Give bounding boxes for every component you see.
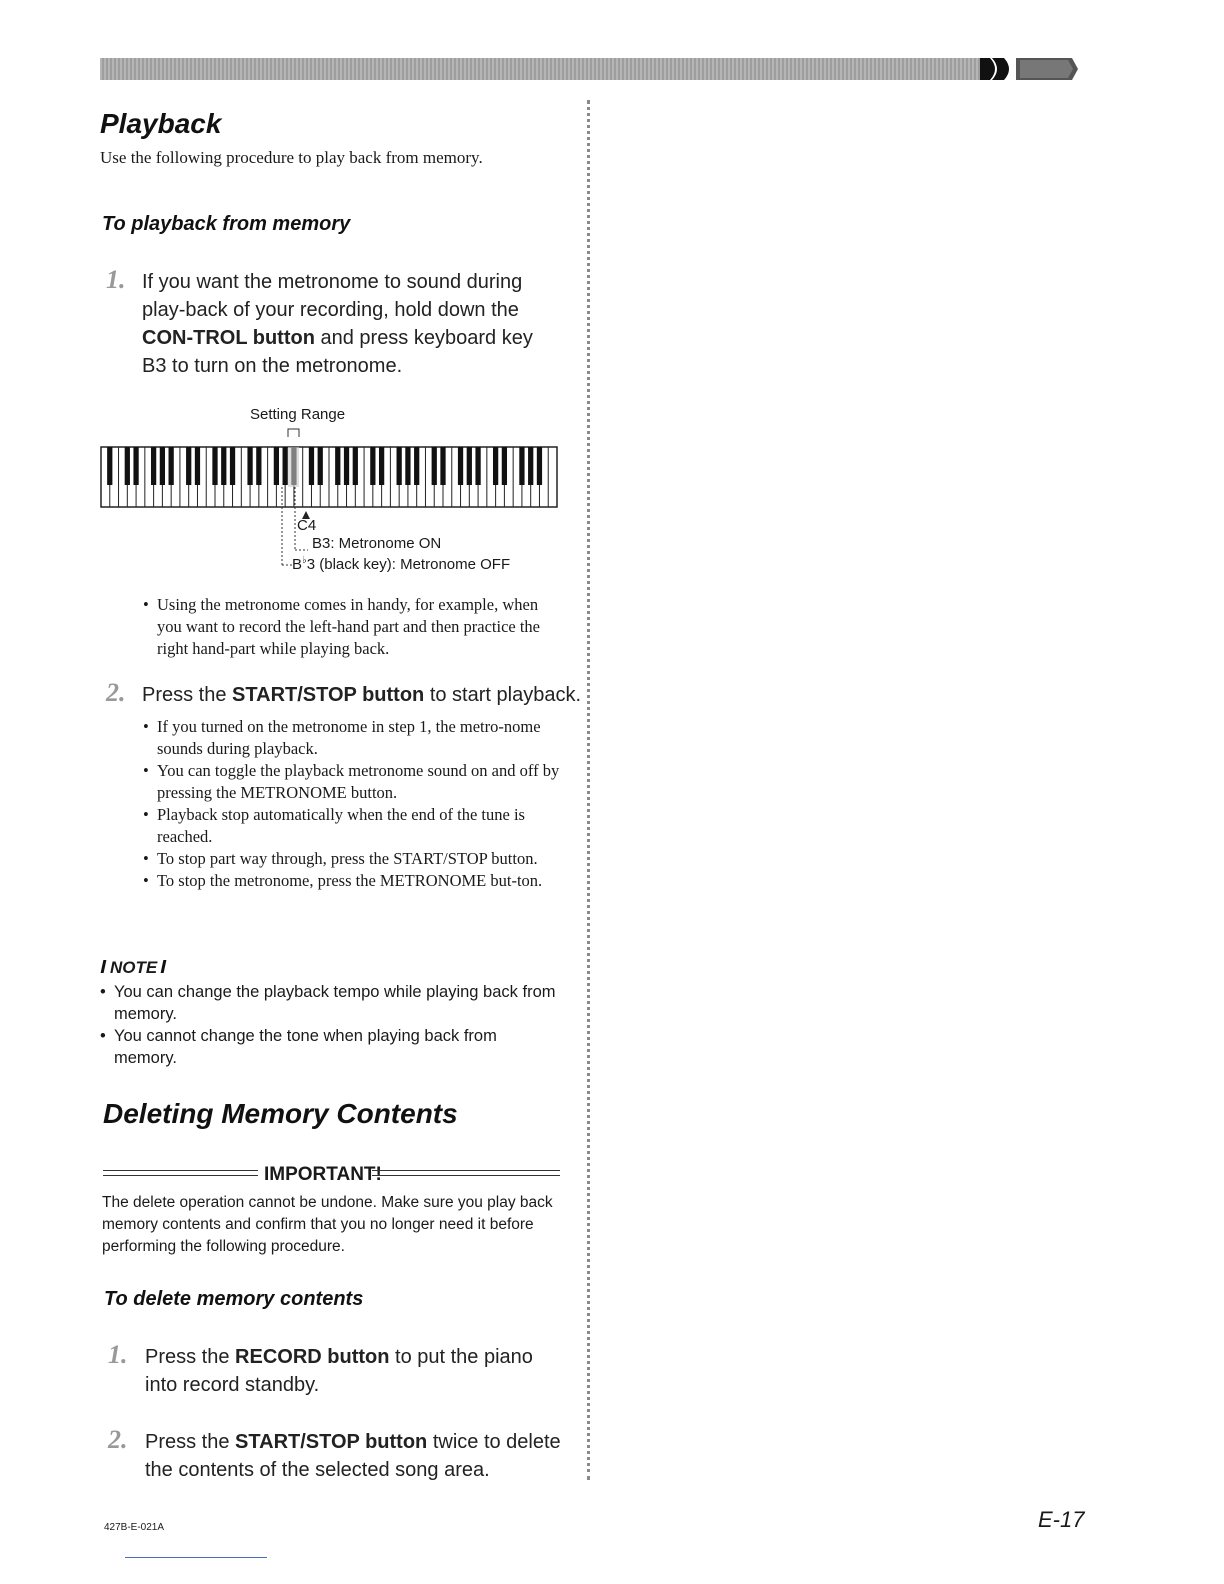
black-key [379, 447, 384, 485]
step-2-bullets [143, 716, 561, 892]
black-key [107, 447, 112, 485]
important-rule-right [372, 1170, 560, 1176]
note-heading: NOTE [102, 958, 165, 978]
setting-range-label: Setting Range [250, 406, 346, 423]
black-key [125, 447, 130, 485]
subtitle-delete-memory: To delete memory contents [104, 1288, 364, 1310]
page-number: E-17 [1038, 1507, 1085, 1532]
list-item: • To stop part way through, press the START/STOP button. [143, 848, 561, 870]
black-key [414, 447, 419, 485]
footer-code: 427B-E-021A [104, 1522, 165, 1533]
list-item: • Using the metronome comes in handy, for example, when you want to record the left-hand part and then practice the right hand-part while playing back. [143, 594, 561, 660]
list-item: • You can change the playback tempo while playing back from memory. [100, 981, 562, 1025]
black-key [528, 447, 533, 485]
black-key [221, 447, 226, 485]
header-bar [100, 58, 980, 80]
list-item: • If you turned on the metronome in step 1, the metro-nome sounds during playback. [143, 716, 561, 760]
step-number-1: 1. [106, 265, 126, 294]
black-key [405, 447, 410, 485]
important-text: The delete operation cannot be undone. Make sure you play back memory contents and confirm that you no longer need it before performing the following procedure. [102, 1194, 553, 1255]
black-key [195, 447, 200, 485]
black-key [212, 447, 217, 485]
section-title-deleting: Deleting Memory Contents [103, 1098, 458, 1129]
step-2-text: Press the START/STOP button to start playback. [142, 684, 582, 706]
step-number-2: 2. [108, 1425, 128, 1454]
black-key [335, 447, 340, 485]
black-key [458, 447, 463, 485]
step-1-text: If you want the metronome to sound during play-back of your recording, hold down the CON-TROL button and press keyboard key B3 to turn on the metronome. [142, 271, 533, 377]
list-item: • Playback stop automatically when the end of the tune is reached. [143, 804, 561, 848]
black-key [475, 447, 480, 485]
list-item: • To stop the metronome, press the METRONOME but-ton. [143, 870, 561, 892]
b3-metronome-on-label: B3: Metronome ON [312, 535, 442, 552]
subtitle-playback-from-memory: To playback from memory [102, 213, 351, 235]
important-rule-left [103, 1170, 258, 1176]
black-key [519, 447, 524, 485]
black-key [186, 447, 191, 485]
black-key [344, 447, 349, 485]
step-1-bullets [143, 594, 561, 660]
black-key [160, 447, 165, 485]
note-list [100, 981, 562, 1069]
black-key [432, 447, 437, 485]
black-key [467, 447, 472, 485]
black-key [493, 447, 498, 485]
header-arrow-ornament [980, 58, 1080, 80]
setting-range-highlight [288, 447, 299, 487]
black-key [397, 447, 402, 485]
important-label: IMPORTANT! [264, 1164, 382, 1185]
black-key [440, 447, 445, 485]
black-key [133, 447, 138, 485]
list-item: • You can toggle the playback metronome sound on and off by pressing the METRONOME button. [143, 760, 561, 804]
black-key [283, 447, 288, 485]
black-key [309, 447, 314, 485]
footer-rule [125, 1557, 267, 1558]
column-divider [587, 100, 590, 1480]
black-key [247, 447, 252, 485]
section-title-playback: Playback [100, 108, 222, 139]
black-key [151, 447, 156, 485]
step-number-1: 1. [108, 1340, 128, 1369]
step-number-2: 2. [106, 678, 126, 707]
black-key [537, 447, 542, 485]
black-key [256, 447, 261, 485]
c4-label: C4 [297, 517, 317, 534]
black-key [502, 447, 507, 485]
black-key [318, 447, 323, 485]
black-key [169, 447, 174, 485]
keyboard-diagram [100, 425, 560, 575]
list-item: • You cannot change the tone when playing back from memory. [100, 1025, 562, 1069]
black-key [370, 447, 375, 485]
black-key [230, 447, 235, 485]
black-key [274, 447, 279, 485]
bb3-metronome-off-label: B♭3 (black key): Metronome OFF [292, 555, 511, 573]
delete-step-2-text: Press the START/STOP button twice to delete the contents of the selected song area. [145, 1431, 561, 1481]
black-key [353, 447, 358, 485]
playback-intro: Use the following procedure to play back from memory. [100, 148, 483, 167]
delete-step-1-text: Press the RECORD button to put the piano into record standby. [145, 1346, 533, 1396]
